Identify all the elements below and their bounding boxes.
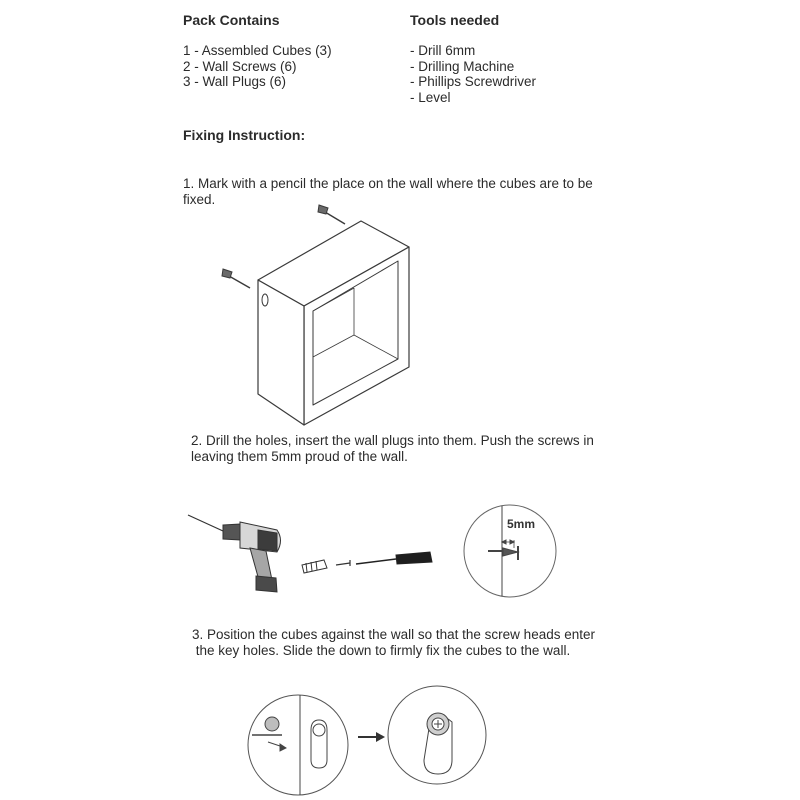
small-screw-icon (336, 560, 350, 566)
step-3-line-2: the key holes. Slide the down to firmly fix the cubes to the wall. (192, 643, 571, 658)
keyhole-locked-diagram (388, 686, 486, 784)
drill-icon (188, 515, 281, 592)
list-item: 3 - Wall Plugs (6) (183, 74, 287, 89)
step-1-line-1: 1. Mark with a pencil the place on the wall where the cubes are to be (183, 176, 593, 191)
fixing-instruction-heading: Fixing Instruction: (183, 127, 306, 143)
step-1-line-2: fixed. (183, 192, 216, 207)
list-item: 2 - Wall Screws (6) (183, 58, 297, 74)
list-item: - Drilling Machine (410, 58, 515, 74)
gap-label: 5mm (507, 517, 536, 531)
keyhole-position-diagram (248, 690, 348, 800)
screw-gap-detail (464, 500, 556, 600)
list-item: - Level (410, 89, 451, 105)
cube-illustration (258, 221, 409, 425)
step-2-line-1: 2. Drill the holes, insert the wall plugs into them. Push the screws in (191, 433, 594, 448)
list-item: 1 - Assembled Cubes (3) (183, 43, 332, 58)
step-3-line-1: 3. Position the cubes against the wall so that the screw heads enter (192, 627, 595, 642)
list-item: - Phillips Screwdriver (410, 74, 537, 89)
tools-needed-heading: Tools needed (410, 12, 500, 28)
list-item: - Drill 6mm (410, 43, 476, 58)
screwdriver-icon (356, 552, 432, 564)
arrow-icon (358, 732, 385, 742)
step-2-line-2: leaving them 5mm proud of the wall. (191, 449, 408, 464)
wall-plug-icon (302, 560, 327, 573)
pack-contains-heading: Pack Contains (183, 12, 280, 28)
